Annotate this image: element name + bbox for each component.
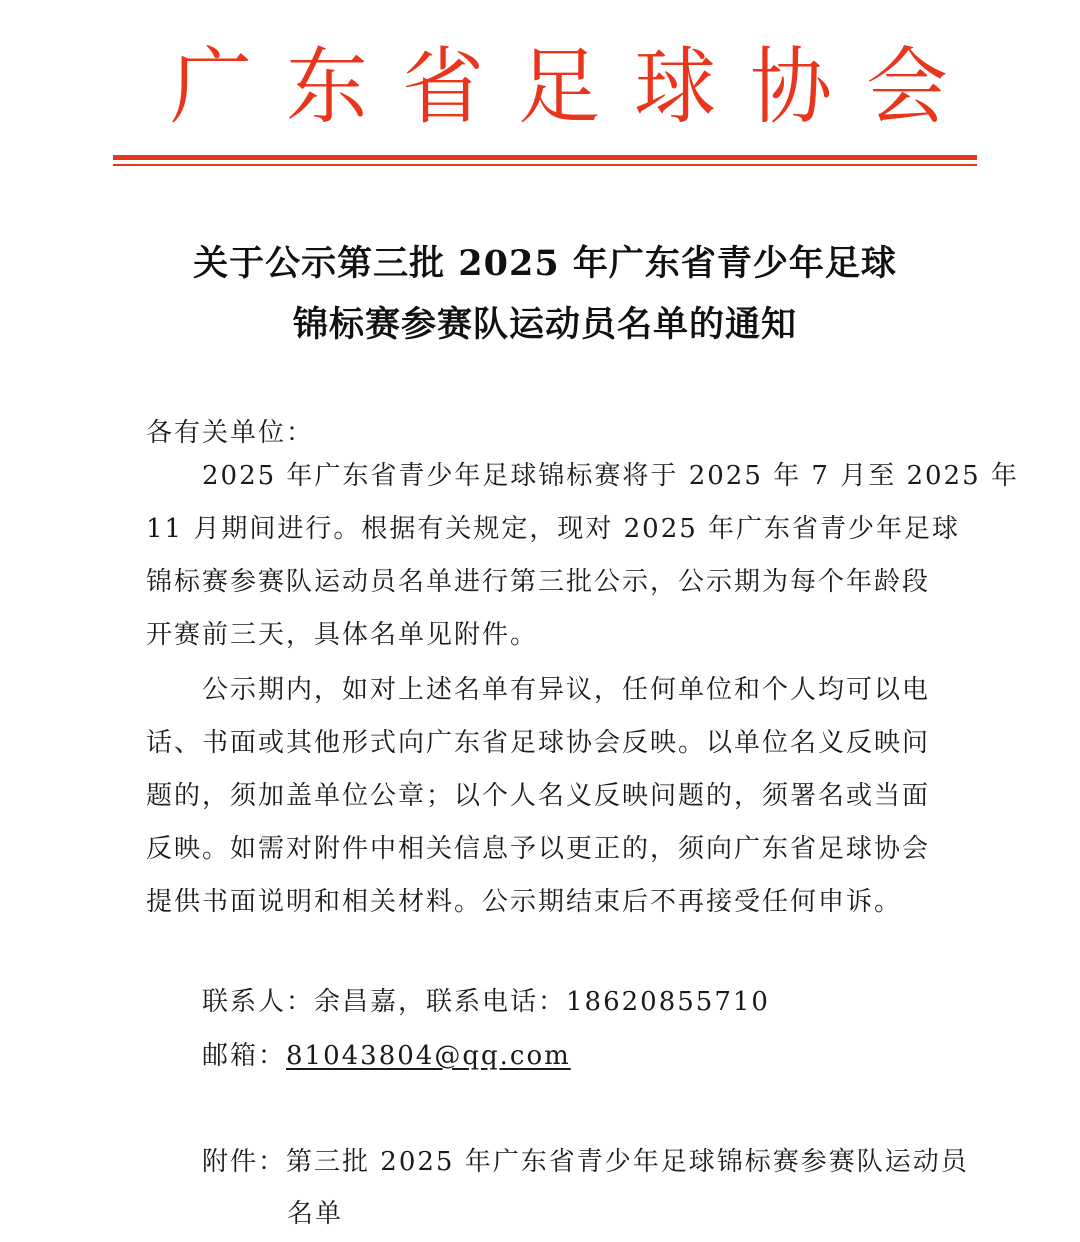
paragraph-1-line: 开赛前三天，具体名单见附件。	[146, 620, 539, 650]
document-title-line-2: 锦标赛参赛队运动员名单的通知	[292, 304, 797, 345]
letterhead	[0, 39, 1080, 142]
attachment-title-cont: 名单	[287, 1199, 344, 1229]
paragraph-2-line: 题的，须加盖单位公章；以个人名义反映问题的，须署名或当面	[146, 781, 931, 811]
paragraph-2-line: 反映。如需对附件中相关信息予以更正的，须向广东省足球协会	[146, 834, 931, 864]
letterhead-char: 会	[865, 39, 948, 136]
letterhead-char: 协	[749, 39, 832, 136]
letterhead-char: 球	[633, 39, 716, 136]
letterhead-char: 足	[517, 39, 600, 136]
salutation: 各有关单位：	[146, 418, 315, 448]
letterhead-divider-thick	[113, 155, 977, 160]
letterhead-char: 东	[285, 39, 368, 136]
attachment-label: 附件：	[202, 1147, 287, 1177]
letterhead-char: 省	[401, 39, 484, 136]
email-label: 邮箱：	[202, 1041, 287, 1071]
contact-person: 联系人：余昌嘉，联系电话：18620855710	[202, 987, 770, 1017]
letterhead-divider-thin	[113, 164, 977, 166]
paragraph-2-line: 提供书面说明和相关材料。公示期结束后不再接受任何申诉。	[146, 887, 903, 917]
letterhead-char: 广	[169, 39, 252, 136]
paragraph-1-line: 锦标赛参赛队运动员名单进行第三批公示，公示期为每个年龄段	[146, 567, 931, 597]
paragraph-1-line: 11 月期间进行。根据有关规定，现对 2025 年广东省青少年足球	[146, 514, 961, 544]
attachment-row	[202, 1146, 969, 1178]
paragraph-2-line: 公示期内，如对上述名单有异议，任何单位和个人均可以电	[202, 675, 931, 705]
email-link[interactable]: 81043804@qq.com	[286, 1041, 571, 1071]
document-title-line-1: 关于公示第三批 2025 年广东省青少年足球	[193, 243, 897, 284]
contact-email-row	[202, 1040, 571, 1072]
paragraph-1-line: 2025 年广东省青少年足球锦标赛将于 2025 年 7 月至 2025 年	[202, 461, 1019, 491]
attachment-title: 第三批 2025 年广东省青少年足球锦标赛参赛队运动员	[286, 1147, 969, 1177]
paragraph-2-line: 话、书面或其他形式向广东省足球协会反映。以单位名义反映问	[146, 728, 931, 758]
